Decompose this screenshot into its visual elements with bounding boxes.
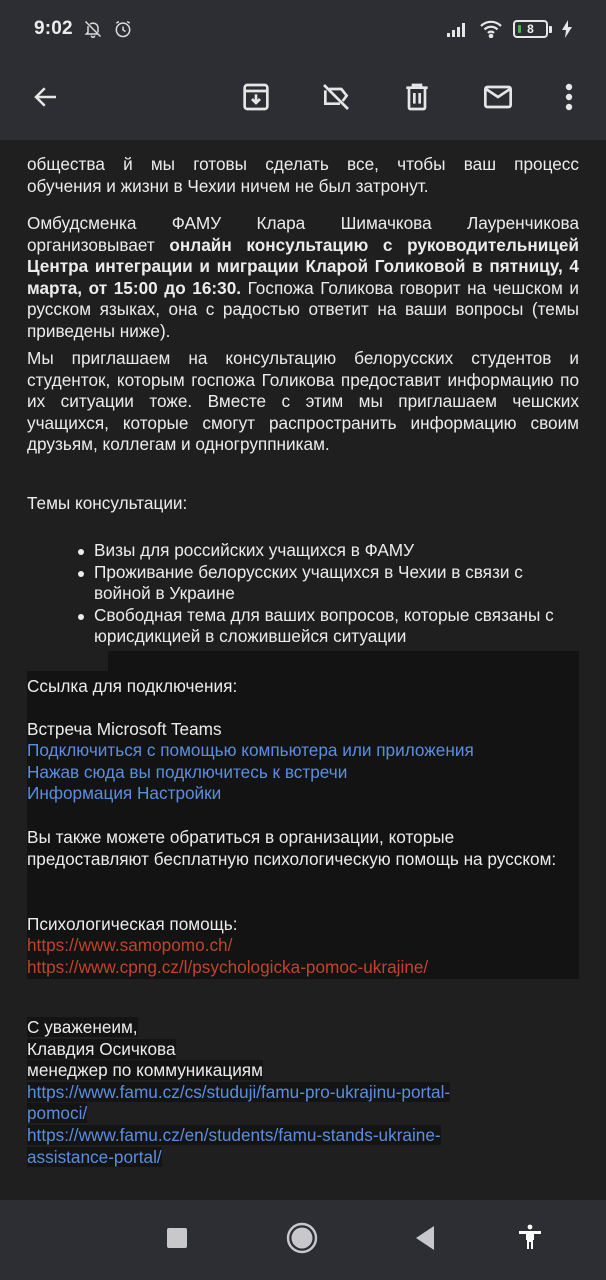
- signal-icon: [447, 21, 469, 37]
- topics-list: [78, 540, 578, 648]
- archive-icon: [240, 81, 272, 118]
- back-button[interactable]: [25, 78, 67, 120]
- status-time: 9:02: [34, 18, 73, 39]
- alarm-icon: [113, 19, 133, 39]
- famu-cs-link-cont[interactable]: pomoci/: [27, 1103, 88, 1124]
- cpng-link[interactable]: https://www.cpng.cz/l/psychologicka-pomoc-ukrajine/: [27, 956, 429, 977]
- more-vert-icon: [565, 83, 573, 116]
- trash-icon: [401, 81, 433, 118]
- app-bar: [0, 58, 606, 140]
- accessibility-button[interactable]: [508, 1218, 552, 1262]
- topic-item: Свободная тема для ваших вопросов, которые связаны с юрисдикцией в сложившейся ситуации: [78, 605, 578, 648]
- notifications-off-icon: [83, 19, 103, 39]
- wifi-icon: [479, 20, 503, 38]
- intro-line: обучения и жизни в Чехии ничем не был затронут.: [27, 175, 429, 196]
- mark-unread-button[interactable]: [477, 78, 519, 120]
- psych-links: [27, 935, 579, 978]
- more-options-button[interactable]: [548, 78, 590, 120]
- signature-name: Клавдия Осичкова: [27, 1038, 176, 1059]
- recents-button[interactable]: [155, 1218, 199, 1262]
- topic-item: Визы для российских учащихся в ФАМУ: [78, 540, 578, 562]
- psych-intro: Вы также можете обратиться в организации, которые предоставляют бесплатную психологическую помощь на русском:: [27, 827, 557, 869]
- join-meeting-link[interactable]: Нажав сюда вы подключитесь к встречи: [27, 761, 348, 782]
- delete-button[interactable]: [396, 78, 438, 120]
- intro-line: общества й мы готовы сделать все, чтобы ваш процесс: [27, 154, 579, 174]
- home-button[interactable]: [280, 1218, 324, 1262]
- signature-greeting: С уваженеим,: [27, 1017, 138, 1037]
- join-computer-link[interactable]: Подключиться с помощью компьютера или приложения: [27, 740, 474, 760]
- archive-button[interactable]: [235, 78, 277, 120]
- arrow-left-icon: [31, 82, 61, 117]
- psych-heading: Психологическая помощь:: [27, 914, 238, 934]
- invitation-paragraph: Мы приглашаем на консультацию белорусских студентов и студенток, которым госпожа Голикова предоставит информацию по их ситуации тоже. Вместе с этим мы приглашаем чешских учащихся, которые смогут распространить информацию своим друзьям, коллегам и одногруппникам.: [27, 348, 579, 455]
- triangle-back-icon: [414, 1225, 436, 1256]
- famu-en-link[interactable]: https://www.famu.cz/en/students/famu-stands-ukraine-: [27, 1124, 441, 1145]
- famu-en-link-cont[interactable]: assistance-portal/: [27, 1146, 162, 1167]
- meeting-info-link[interactable]: Информация Настройки: [27, 783, 222, 804]
- signature: [27, 1017, 579, 1168]
- label-off-icon: [320, 81, 352, 118]
- topic-item: Проживание белорусских учащихся в Чехии в связи с войной в Украине: [78, 562, 578, 605]
- system-nav-bar: [0, 1200, 606, 1280]
- email-body[interactable]: [0, 140, 606, 1200]
- signature-role: менеджер по коммуникациям: [27, 1060, 263, 1081]
- para1-text-end: Госпожа Голикова говорит на чешском и русском языках, она с радостью ответит на ваши вопросы (темы приведены ниже).: [27, 277, 579, 341]
- famu-cs-link[interactable]: https://www.famu.cz/cs/studuji/famu-pro-ukrajinu-portal-: [27, 1081, 451, 1102]
- accessibility-icon: [518, 1224, 542, 1257]
- battery-level-text: 8: [527, 22, 534, 36]
- samopomo-link[interactable]: https://www.samopomo.ch/: [27, 935, 233, 955]
- circle-icon: [286, 1222, 318, 1259]
- teams-title: Встреча Microsoft Teams: [27, 719, 222, 739]
- link-heading: Ссылка для подключения:: [27, 676, 238, 696]
- battery-icon: [513, 20, 552, 38]
- consultation-paragraph: [27, 213, 579, 343]
- dark-box-top: [108, 651, 579, 671]
- para1-text: Омбудсменка ФАМУ Клара Шимачкова Лауренчикова организовывает: [27, 213, 579, 255]
- topics-heading: Темы консультации:: [27, 493, 188, 513]
- charging-icon: [562, 20, 572, 38]
- nav-back-button[interactable]: [403, 1218, 447, 1262]
- intro-paragraph: [27, 154, 579, 197]
- status-bar: [0, 0, 606, 58]
- mail-icon: [481, 81, 515, 118]
- square-icon: [166, 1227, 188, 1254]
- label-off-button[interactable]: [315, 78, 357, 120]
- para1-bold-text: онлайн консультацию с руководительницей Центра интеграции и миграции Кларой Голиковой в пятницу, 4 марта, от 15:00 до 16:30.: [27, 234, 579, 298]
- teams-links: [27, 740, 579, 805]
